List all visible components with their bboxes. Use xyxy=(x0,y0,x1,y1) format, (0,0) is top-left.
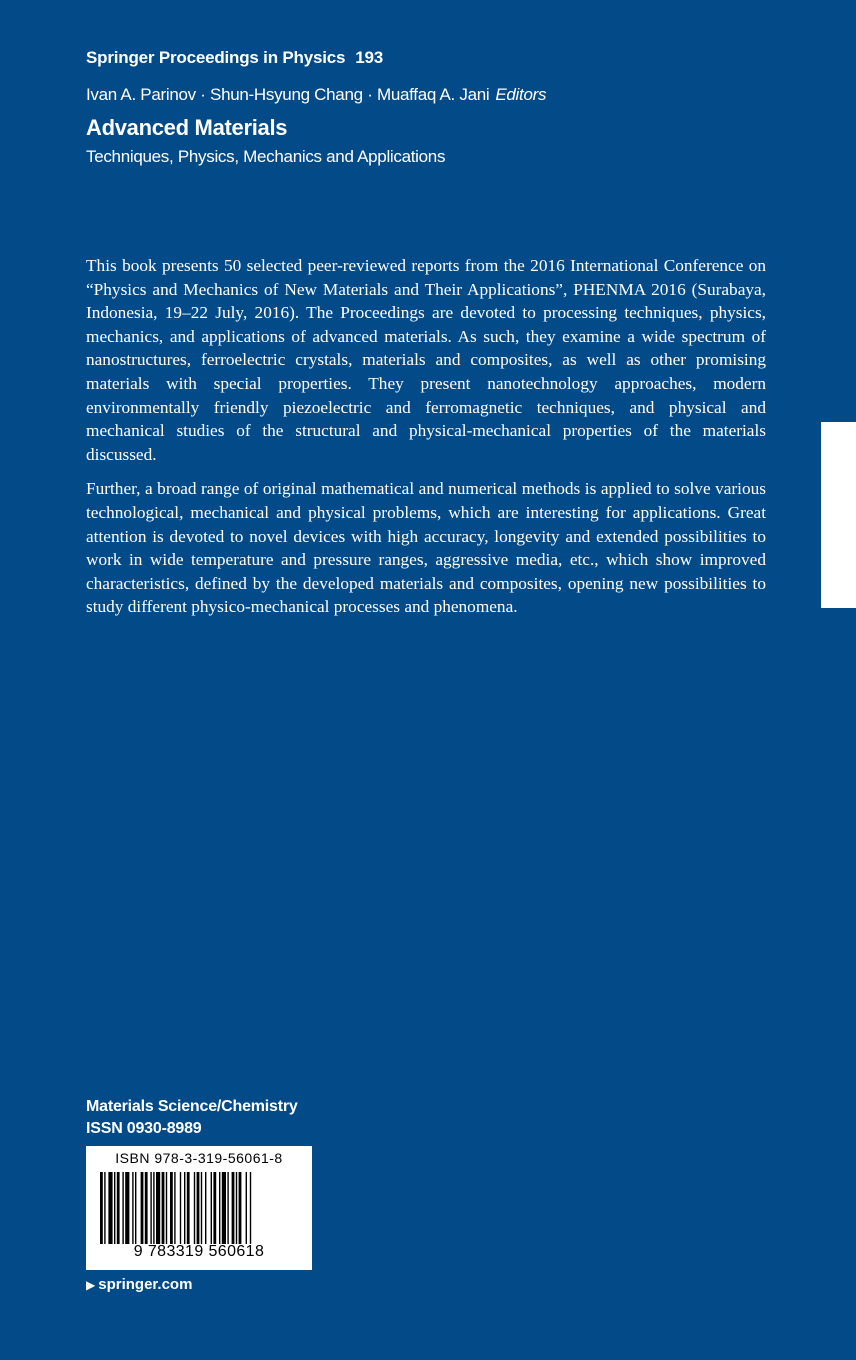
website-link[interactable] xyxy=(86,1276,192,1293)
barcode-bar xyxy=(219,1172,220,1244)
barcode-bar xyxy=(232,1172,235,1244)
barcode-bar xyxy=(150,1172,151,1244)
barcode-bar xyxy=(104,1172,105,1244)
barcode-bars xyxy=(100,1172,298,1244)
barcode-bar xyxy=(117,1172,120,1244)
barcode-bar xyxy=(194,1172,195,1244)
barcode-bar xyxy=(236,1172,237,1244)
barcode-bar xyxy=(222,1172,226,1244)
series-line xyxy=(86,48,383,68)
barcode-digits: 9 783319 560618 xyxy=(133,1243,265,1260)
subject-block xyxy=(86,1096,298,1140)
barcode-bar xyxy=(180,1172,181,1244)
barcode-bar xyxy=(250,1172,251,1244)
barcode-bar xyxy=(108,1172,112,1244)
editors-role: Editors xyxy=(495,85,547,104)
barcode-bar xyxy=(141,1172,144,1244)
description-paragraph-1: This book presents 50 selected peer-reviewed reports from the 2016 International Conference on “Physics and Mechanics of New Materials and Their Applications”, PHENMA 2016 (Surabaya, Indonesia, 19–22 July, 2016). The Proceedings are devoted to processing techniques, physics, mechanics, and applications of advanced materials. As such, they examine a wide spectrum of nanostructures, ferroelectric crystals, materials and composites, as well as other promising materials with special properties. They present nanotechnology approaches, modern environmentally friendly piezoelectric and ferromagnetic techniques, and physical and mechanical studies of the structural and physical-mechanical properties of the materials discussed. xyxy=(86,256,766,464)
barcode-bar xyxy=(122,1172,123,1244)
spine-edge-tab xyxy=(821,422,856,608)
isbn-barcode xyxy=(86,1146,312,1270)
subject-category: Materials Science/Chemistry xyxy=(86,1098,298,1115)
barcode-bar xyxy=(246,1172,247,1244)
barcode-bar xyxy=(174,1172,175,1244)
barcode-bar xyxy=(227,1172,228,1244)
barcode-bar xyxy=(166,1172,167,1244)
barcode-bar xyxy=(153,1172,154,1244)
barcode-bar xyxy=(125,1172,129,1244)
barcode-bar xyxy=(197,1172,200,1244)
series-name: Springer Proceedings in Physics xyxy=(86,48,346,67)
isbn-label: ISBN 978-3-319-56061-8 xyxy=(115,1150,283,1166)
barcode-bar xyxy=(201,1172,202,1244)
barcode-bar xyxy=(114,1172,115,1244)
barcode-bar xyxy=(135,1172,136,1244)
barcode-bar xyxy=(100,1172,103,1244)
triangle-arrow-icon: ▶ xyxy=(86,1278,96,1292)
description-paragraph-2: Further, a broad range of original mathematical and numerical methods is applied to solve various technological, mechanical and physical problems, which are interesting for applications. Great attention is devoted to novel devices with high accuracy, longevity and extended possibilities to work in wide temperature and pressure ranges, aggressive media, etc., which show improved characteristics, defined by the developed materials and composites, opening new possibilities to study different physico-mechanical processes and phenomena. xyxy=(86,479,766,617)
barcode-bar xyxy=(162,1172,165,1244)
editor-names: Ivan A. Parinov · Shun-Hsyung Chang · Muaffaq A. Jani xyxy=(86,85,490,104)
book-subtitle: Techniques, Physics, Mechanics and Applications xyxy=(86,147,446,166)
barcode-bar xyxy=(156,1172,160,1244)
barcode-bar xyxy=(239,1172,242,1244)
barcode-bar xyxy=(184,1172,185,1244)
barcode-bar xyxy=(170,1172,173,1244)
issn: ISSN 0930-8989 xyxy=(86,1120,202,1137)
barcode-bar xyxy=(132,1172,133,1244)
book-title: Advanced Materials xyxy=(86,115,288,140)
barcode-bar xyxy=(213,1172,216,1244)
website-url: springer.com xyxy=(98,1276,193,1293)
series-number: 193 xyxy=(355,48,384,67)
barcode-bar xyxy=(187,1172,190,1244)
barcode-bar xyxy=(205,1172,206,1244)
book-description xyxy=(86,254,766,630)
barcode-bar xyxy=(211,1172,212,1244)
editors-line xyxy=(86,85,546,105)
barcode-bar xyxy=(145,1172,148,1244)
